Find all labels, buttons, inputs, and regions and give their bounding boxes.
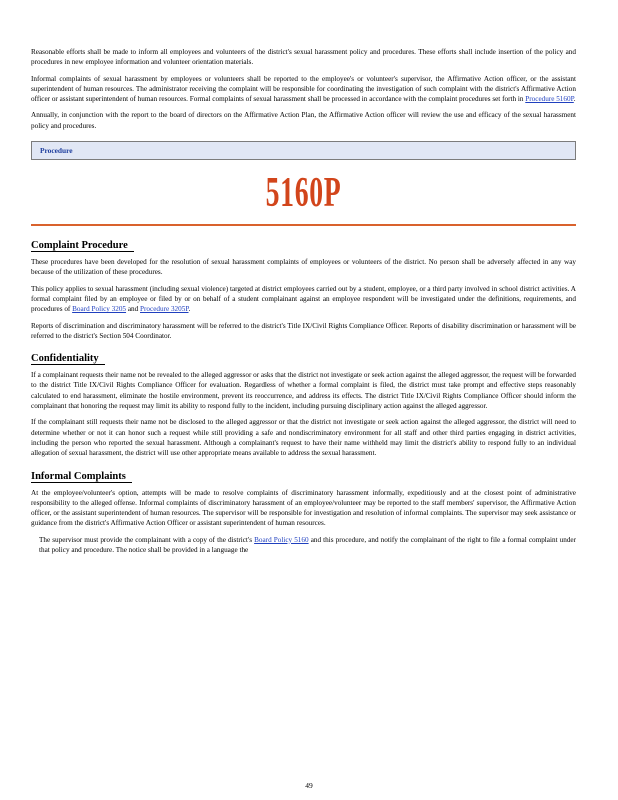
page-number: 49 xyxy=(305,781,313,790)
informal-complaints-paragraph-2-end: and this procedure, and notify the complainant of the right to file a formal complaint under that policy and procedure. The notice shall be provided in a language the xyxy=(39,535,577,555)
informal-complaints-paragraph-2 xyxy=(31,535,576,556)
section-divider xyxy=(31,224,576,226)
informal-complaints-paragraph-1: At the employee/volunteer's option, attempts will be made to resolve complaints of discriminatory harassment informally, expeditiously and at the closest point of administrative responsibility to the alleged offense. Informal complaints of discriminatory harassment of an employee/volunteer may be reported to the staff members' supervisor, the Affirmative Action officer, or the assistant superintendent of human resources. The supervisor will be responsible for investigation and resolution of informal complaints. The supervisor may seek assistance or guidance from the district's Affirmative Action Officer or assistant superintendent of human resources. xyxy=(31,488,576,528)
confidentiality-heading: Confidentiality xyxy=(31,353,105,365)
procedure-bar xyxy=(31,141,576,160)
procedure-3205p-link[interactable]: Procedure 3205P xyxy=(140,305,189,314)
confidentiality-paragraph-1: If a complainant requests their name not be revealed to the alleged aggressor or asks that the district not investigate or seek action against the alleged aggressor, the request will be forwarded to the district Title IX/Civil Rights Compliance Officer for evaluation. Regardless of whether a formal complaint is filed, the district must take prompt and effective steps reasonably calculated to end harassment, eliminate the hostile environment, prevent its reoccurrence, and address its effects. The district Title IX/Civil Rights Compliance Officer should inform the complainant that honoring the request may limit its ability to respond fully to the incident, including pursuing disciplinary action against the alleged aggressor. xyxy=(31,371,576,411)
page-content xyxy=(31,47,576,561)
board-policy-5160-link[interactable]: Board Policy 5160 xyxy=(254,535,309,544)
board-policy-3205-link[interactable]: Board Policy 3205 xyxy=(72,305,127,314)
complaint-procedure-paragraph-1: These procedures have been developed for the resolution of sexual harassment complaints of employees or volunteers of the district. No person shall be adversely affected in any way because of the utilization of these procedures. xyxy=(31,258,576,277)
intro-paragraph-1: Reasonable efforts shall be made to inform all employees and volunteers of the district's sexual harassment policy and procedures. These efforts shall include insertion of the policy and procedures in new employee information and volunteer orientation materials. xyxy=(31,48,576,67)
informal-complaints-heading: Informal Complaints xyxy=(31,471,132,483)
informal-complaints-paragraph-2-text: The supervisor must provide the complainant with a copy of the district's xyxy=(39,535,253,544)
intro-paragraph-2-text: Informal complaints of sexual harassment by employees or volunteers shall be reported to the employee's or volunteer's supervisor, the Affirmative Action officer, or the assistant superintendent of human resources. The administrator receiving the complaint will be responsible for coordinating the investigation of such complaint with the district's Affirmative Action officer or assistant superintendent of human resources. Formal complaints of sexual harassment shall be processed in accordance with the complaint procedures set forth in xyxy=(31,74,576,104)
complaint-procedure-paragraph-2 xyxy=(31,284,576,315)
complaint-procedure-paragraph-2-end: . xyxy=(188,305,191,314)
complaint-procedure-paragraph-3: Reports of discrimination and discriminatory harassment will be referred to the district's Title IX/Civil Rights Compliance Officer. Reports of disability discrimination or harassment will be referred to the district's Section 504 Coordinator. xyxy=(31,321,576,340)
procedure-5160p-link[interactable]: Procedure 5160P xyxy=(525,95,574,104)
complaint-procedure-heading: Complaint Procedure xyxy=(31,240,134,252)
intro-paragraph-2 xyxy=(31,74,576,105)
procedure-number: 5160P xyxy=(265,170,342,217)
complaint-procedure-paragraph-2-text: This policy applies to sexual harassment (including sexual violence) targeted at district employees carried out by a student, employee, or a third party involved in school district activities. A formal complaint filed by an employee or filed by or on behalf of a student complainant against an employee respondent will be investigated under the definitions, requirements, and procedures of xyxy=(31,284,576,314)
procedure-bar-label: Procedure xyxy=(40,146,73,156)
confidentiality-paragraph-2: If the complainant still requests their name not be disclosed to the alleged aggressor or that the district not investigate or seek action against the alleged aggressor, the district will need to determine whether or not it can honor such a request while still providing a safe and nondiscriminatory environment for all staff and other third parties engaging in district activities, including the person who reported the sexual harassment. Although a complainant's request to have their name withheld may limit the district's ability to respond fully to an individual allegation of sexual harassment, the district will use other appropriate means available to address the sexual harassment. xyxy=(31,418,576,458)
complaint-procedure-and: and xyxy=(127,305,139,314)
intro-paragraph-3: Annually, in conjunction with the report to the board of directors on the Affirmative Action Plan, the Affirmative Action officer will review the use and efficacy of the sexual harassment policy and procedures. xyxy=(31,111,576,130)
intro-paragraph-2-end: . xyxy=(573,95,576,104)
